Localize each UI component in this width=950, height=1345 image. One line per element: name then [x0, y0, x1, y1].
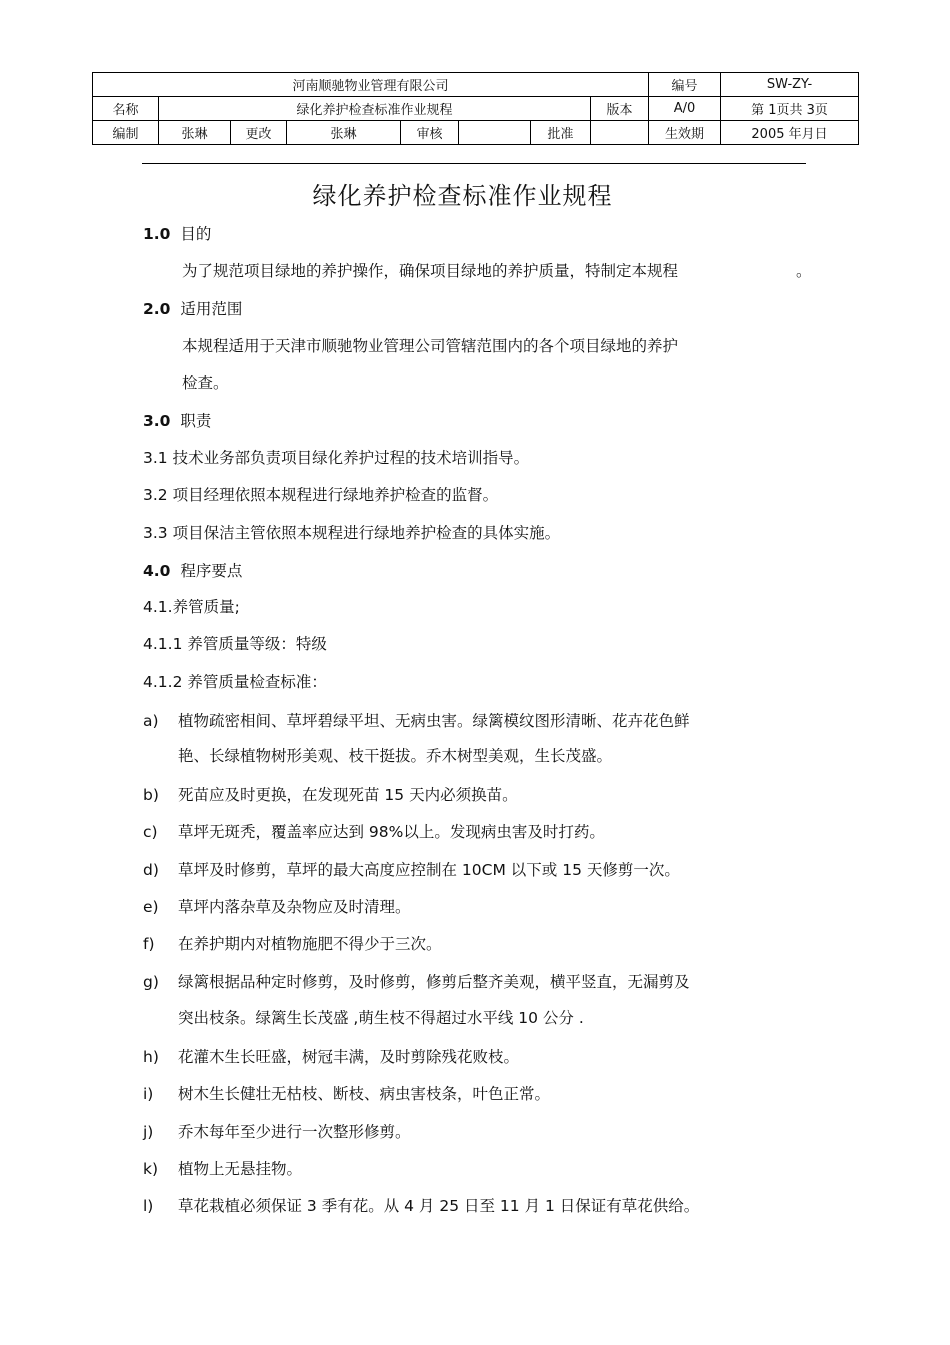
- section-4-sub-2: 4.1.1 养管质量等级：特级: [143, 635, 327, 653]
- change-value: 张琳: [287, 121, 401, 145]
- list-item-marker: e): [143, 898, 159, 916]
- header-divider: [142, 163, 806, 164]
- section-1-text: 为了规范项目绿地的养护操作，确保项目绿地的养护质量，特制定本规程: [182, 262, 679, 280]
- list-item-continuation: 突出枝条。绿篱生长茂盛 ,萌生枝不得超过水平线 10 公分 .: [178, 1009, 584, 1027]
- list-item: 植物上无悬挂物。: [178, 1160, 303, 1178]
- list-item: 树木生长健壮无枯枝、断枝、病虫害枝条，叶色正常。: [178, 1085, 551, 1103]
- approve-value: [591, 121, 649, 145]
- section-label: 职责: [180, 412, 212, 430]
- list-item: 乔木每年至少进行一次整形修剪。: [178, 1123, 411, 1141]
- page-number: 第 1页共 3页: [721, 97, 859, 121]
- header-row-2: [93, 97, 859, 121]
- list-item-marker: j): [143, 1123, 154, 1141]
- section-3-item-3: 3.3 项目保洁主管依照本规程进行绿地养护检查的具体实施。: [143, 524, 561, 542]
- section-2-text-line-1: 本规程适用于天津市顺驰物业管理公司管辖范围内的各个项目绿地的养护: [182, 337, 679, 355]
- name-label: 名称: [93, 97, 159, 121]
- list-item-marker: i): [143, 1085, 154, 1103]
- list-item: 花灌木生长旺盛，树冠丰满，及时剪除残花败枝。: [178, 1048, 520, 1066]
- list-item-marker: l): [143, 1197, 154, 1215]
- list-item: 死苗应及时更换，在发现死苗 15 天内必须换苗。: [178, 786, 518, 804]
- section-4-sub-1: 4.1.养管质量;: [143, 598, 240, 616]
- list-item-marker: h): [143, 1048, 159, 1066]
- author-label: 编制: [93, 121, 159, 145]
- header-row-1: [93, 73, 859, 97]
- review-value: [459, 121, 531, 145]
- list-item: 在养护期内对植物施肥不得少于三次。: [178, 935, 442, 953]
- list-item-marker: g): [143, 973, 159, 991]
- list-item-marker: f): [143, 935, 155, 953]
- section-4-sub-3: 4.1.2 养管质量检查标准：: [143, 673, 327, 691]
- header-row-3: [93, 121, 859, 145]
- version-value: A/0: [649, 97, 721, 121]
- list-item: 草花栽植必须保证 3 季有花。从 4 月 25 日至 11 月 1 日保证有草花供给。: [178, 1197, 700, 1215]
- section-number: 1.0: [143, 225, 171, 243]
- company-name: 河南顺驰物业管理有限公司: [93, 73, 649, 97]
- section-label: 程序要点: [180, 562, 243, 580]
- list-item: 草坪无斑秃，覆盖率应达到 98%以上。发现病虫害及时打药。: [178, 823, 605, 841]
- list-item: 草坪及时修剪，草坪的最大高度应控制在 10CM 以下或 15 天修剪一次。: [178, 861, 680, 879]
- section-3-item-1: 3.1 技术业务部负责项目绿化养护过程的技术培训指导。: [143, 449, 530, 467]
- list-item-marker: k): [143, 1160, 159, 1178]
- section-1-heading: [143, 224, 211, 244]
- list-item: 植物疏密相间、草坪碧绿平坦、无病虫害。绿篱模纹图形清晰、花卉花色鲜: [178, 712, 690, 730]
- change-label: 更改: [231, 121, 287, 145]
- review-label: 审核: [401, 121, 459, 145]
- section-3-item-2: 3.2 项目经理依照本规程进行绿地养护检查的监督。: [143, 486, 499, 504]
- list-item-marker: b): [143, 786, 159, 804]
- approve-label: 批准: [531, 121, 591, 145]
- list-item-marker: c): [143, 823, 158, 841]
- section-3-heading: [143, 411, 211, 431]
- effective-label: 生效期: [649, 121, 721, 145]
- list-item: 草坪内落杂草及杂物应及时清理。: [178, 898, 411, 916]
- section-label: 适用范围: [180, 300, 243, 318]
- section-2-text-line-2: 检查。: [182, 374, 229, 392]
- section-2-heading: [143, 299, 242, 319]
- section-number: 4.0: [143, 562, 171, 580]
- effective-value: 2005 年月日: [721, 121, 859, 145]
- section-number: 2.0: [143, 300, 171, 318]
- section-number: 3.0: [143, 412, 171, 430]
- section-1-period: 。: [796, 262, 812, 280]
- document-header-table: [92, 72, 859, 145]
- version-label: 版本: [591, 97, 649, 121]
- section-label: 目的: [180, 225, 212, 243]
- list-item: 绿篱根据品种定时修剪，及时修剪，修剪后整齐美观，横平竖直，无漏剪及: [178, 973, 690, 991]
- list-item-marker: d): [143, 861, 159, 879]
- author-value: 张琳: [159, 121, 231, 145]
- section-4-heading: [143, 561, 242, 581]
- list-item-continuation: 艳、长绿植物树形美观、枝干挺拔。乔木树型美观，生长茂盛。: [178, 747, 613, 765]
- name-value: 绿化养护检查标准作业规程: [159, 97, 591, 121]
- code-label: 编号: [649, 73, 721, 97]
- list-item-marker: a): [143, 712, 159, 730]
- page-title: 绿化养护检查标准作业规程: [312, 182, 613, 210]
- code-value: SW-ZY-: [721, 73, 859, 97]
